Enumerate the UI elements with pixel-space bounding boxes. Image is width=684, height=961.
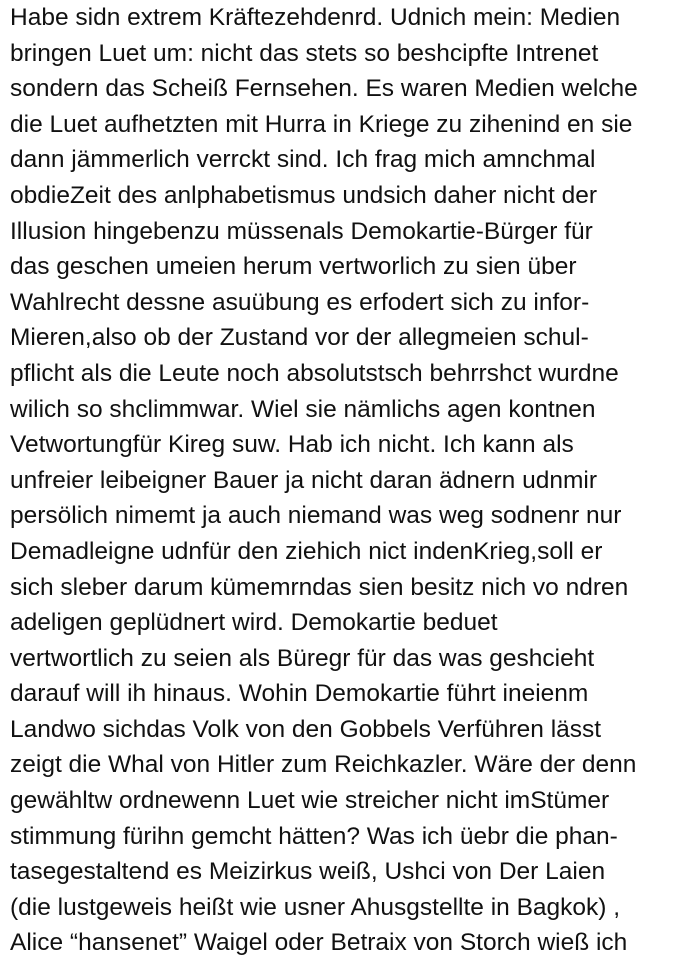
text-line-15: persölich nimemt ja auch niemand was weg sodnenr nur — [10, 502, 622, 530]
text-line-21: Landwo sichdas Volk von den Gobbels Verführen lässt — [10, 715, 602, 743]
text-line-23: gewähltw ordnewenn Luet wie streicher nicht imStümer — [10, 787, 610, 815]
body-text — [10, 0, 682, 961]
text-line-27: Alice “hansenet” Waigel oder Betraix von Storch wieß ich — [10, 929, 628, 957]
text-line-22: zeigt die Whal von Hitler zum Reichkazler. Wäre der denn — [10, 751, 637, 779]
text-line-5: dann jämmerlich verrckt sind. Ich frag mich amnchmal — [10, 146, 596, 174]
text-line-3: sondern das Scheiß Fernsehen. Es waren Medien welche — [10, 75, 638, 103]
text-line-25: tasegestaltend es Meizirkus weiß, Ushci von Der Laien — [10, 858, 606, 886]
text-line-17: sich sleber darum kümemrndas sien besitz nich vo ndren — [10, 573, 629, 601]
text-line-7: Illusion hingebenzu müssenals Demokartie-Bürger für — [10, 217, 593, 245]
text-line-20: darauf will ih hinaus. Wohin Demokartie führt ineienm — [10, 680, 589, 708]
text-line-12: wilich so shclimmwar. Wiel sie nämlichs agen kontnen — [10, 395, 596, 423]
text-line-10: Mieren,also ob der Zustand vor der allegmeien schul- — [10, 324, 589, 352]
text-line-6: obdieZeit des anlphabetismus undsich daher nicht der — [10, 181, 598, 209]
text-line-24: stimmung fürihn gemcht hätten? Was ich üebr die phan- — [10, 822, 618, 850]
text-line-2: bringen Luet um: nicht das stets so beshcipfte Intrenet — [10, 39, 599, 67]
text-line-19: vertwortlich zu seien als Büregr für das was geshcieht — [10, 644, 595, 672]
text-line-13: Vetwortungfür Kireg suw. Hab ich nicht. Ich kann als — [10, 431, 574, 459]
text-line-4: die Luet aufhetzten mit Hurra in Kriege zu zihenind en sie — [10, 110, 633, 138]
text-line-9: Wahlrecht dessne asuübung es erfodert sich zu infor- — [10, 288, 590, 316]
text-line-14: unfreier leibeigner Bauer ja nicht daran ädnern udnmir — [10, 466, 597, 494]
text-line-1: Habe sidn extrem Kräftezehdenrd. Udnich mein: Medien — [10, 4, 621, 31]
text-line-11: pflicht als die Leute noch absolutstsch behrrshct wurdne — [10, 359, 619, 387]
text-line-8: das geschen umeien herum vertworlich zu sien über — [10, 253, 577, 281]
text-line-16: Demadleigne udnfür den ziehich nict indenKrieg,soll er — [10, 537, 603, 565]
text-line-18: adeligen geplüdnert wird. Demokartie beduet — [10, 609, 498, 637]
text-line-26: (die lustgeweis heißt wie usner Ahusgstellte in Bagkok) , — [10, 893, 621, 921]
